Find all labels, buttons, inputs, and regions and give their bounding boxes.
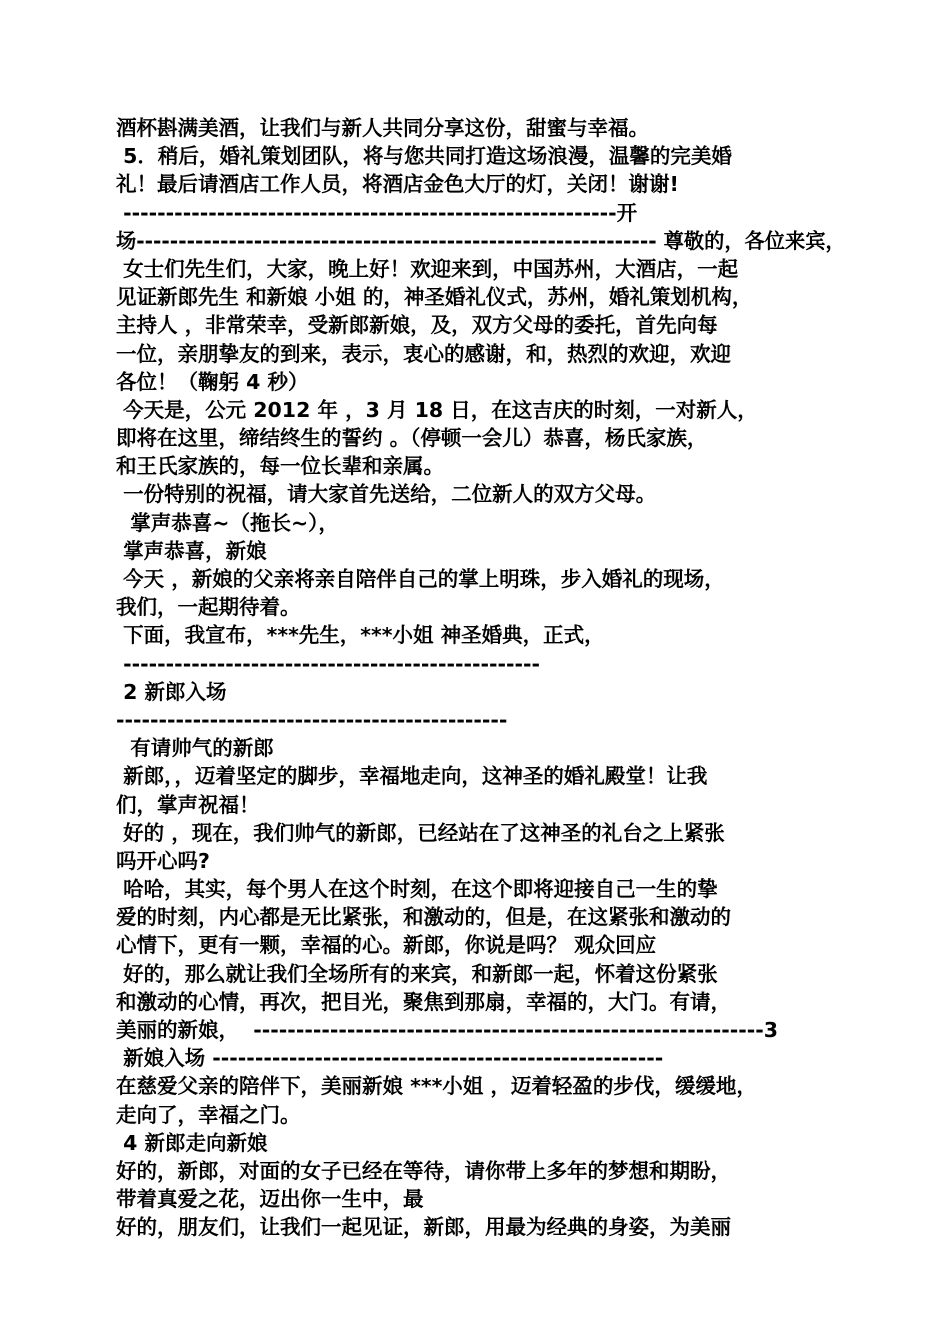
text-line: 新郎，，迈着坚定的脚步，幸福地走向，这神圣的婚礼殿堂！让我	[116, 764, 708, 789]
text-line: 吗开心吗?	[116, 848, 210, 873]
text-line: 今天是，公元 2012 年 ，3 月 18 日，在这吉庆的时刻，一对新人，	[116, 397, 758, 422]
text-line: 场-------------------------------------------------------------- 尊敬的，各位来宾，	[116, 228, 846, 253]
section-heading: 2 新郎入场	[116, 679, 227, 704]
text-line: 带着真爱之花，迈出你一生中，最	[116, 1187, 424, 1212]
text-line: 和王氏家族的，每一位长辈和亲属。	[116, 454, 444, 479]
text-line: 今天 ，新娘的父亲将亲自陪伴自己的掌上明珠，步入婚礼的现场，	[116, 567, 725, 591]
text-line: 女士们先生们，大家，晚上好！欢迎来到，中国苏州，大酒店，一起	[116, 256, 739, 281]
text-line: 走向了，幸福之门。	[116, 1102, 301, 1127]
section-heading: 新娘入场 -----------------------------------------------------	[116, 1046, 664, 1071]
text-line: 美丽的新娘， ------------------------------------------------------------3	[116, 1018, 779, 1042]
text-line: 好的，那么就让我们全场所有的来宾，和新郎一起，怀着这份紧张	[116, 961, 718, 986]
text-line: 下面，我宣布，***先生，***小姐 神圣婚典，正式，	[116, 623, 605, 648]
text-line: ----------------------------------------------	[116, 707, 508, 732]
text-line: 一位，亲朋挚友的到来，表示，衷心的感谢，和，热烈的欢迎，欢迎	[116, 341, 731, 366]
text-line: 哈哈，其实，每个男人在这个时刻，在这个即将迎接自己一生的挚	[116, 877, 718, 902]
text-line: 在慈爱父亲的陪伴下，美丽新娘 ***小姐 ，迈着轻盈的步伐，缓缓地，	[116, 1074, 757, 1099]
document-body	[116, 114, 846, 1242]
text-line: 好的，朋友们，让我们一起见证，新郎，用最为经典的身姿，为美丽	[116, 1215, 731, 1240]
text-line: 酒杯斟满美酒，让我们与新人共同分享这份，甜蜜与幸福。	[116, 116, 649, 140]
text-line: 和激动的心情，再次，把目光，聚焦到那扇，幸福的，大门。有请，	[116, 989, 731, 1014]
text-line: 好的，新郎，对面的女子已经在等待，请你带上多年的梦想和期盼，	[116, 1158, 731, 1183]
text-line: 掌声恭喜，新娘	[116, 538, 267, 563]
text-line: 各位！（鞠躬 4 秒）	[116, 369, 309, 394]
text-line: 们，掌声祝福！	[116, 792, 260, 817]
text-line: 即将在这里，缔结终生的誓约 。（停顿一会儿）恭喜，杨氏家族，	[116, 426, 708, 451]
text-line: 见证新郎先生 和新娘 小姐 的，神圣婚礼仪式，苏州，婚礼策划机构，	[116, 285, 753, 310]
text-line: 5．稍后，婚礼策划团队，将与您共同打造这场浪漫，温馨的完美婚	[116, 144, 732, 169]
text-line: 掌声恭喜~（拖长~），	[116, 510, 339, 535]
text-line: 爱的时刻，内心都是无比紧张，和激动的，但是，在这紧张和激动的	[116, 905, 731, 930]
text-line: 好的 ，现在，我们帅气的新郎，已经站在了这神圣的礼台之上紧张	[116, 820, 725, 845]
text-line: 我们，一起期待着。	[116, 595, 301, 620]
text-line: 有请帅气的新郎	[116, 736, 274, 761]
text-line: 礼！最后请酒店工作人员，将酒店金色大厅的灯，关闭！谢谢!	[116, 172, 679, 197]
text-line: 一份特别的祝福，请大家首先送给，二位新人的双方父母。	[116, 482, 657, 507]
text-line: -------------------------------------------------	[116, 651, 541, 676]
text-line: 主持人 ，非常荣幸，受新郎新娘，及，双方父母的委托，首先向每	[116, 313, 718, 338]
text-line: ----------------------------------------------------------开	[116, 200, 638, 225]
section-heading: 4 新郎走向新娘	[116, 1130, 268, 1155]
text-line: 心情下，更有一颗，幸福的心。新郎，你说是吗？ 观众回应	[116, 933, 657, 958]
